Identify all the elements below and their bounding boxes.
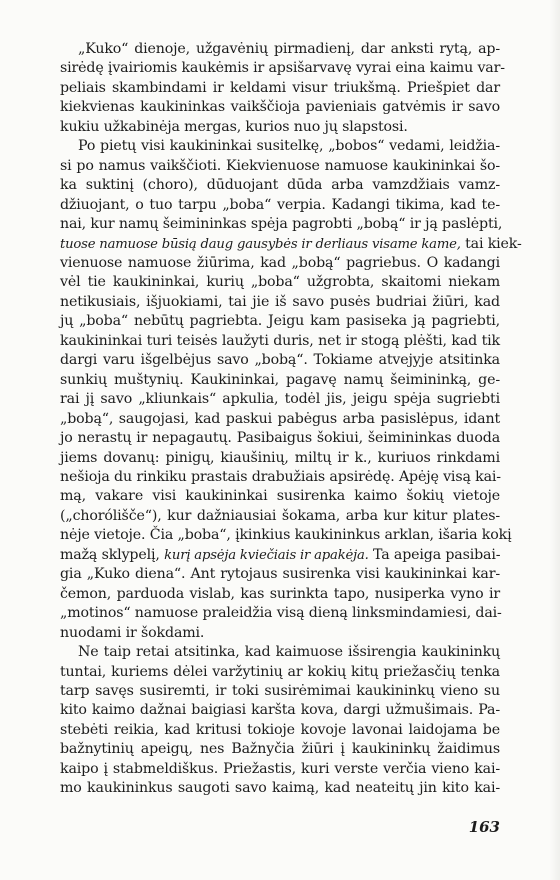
page-number: 163 bbox=[468, 818, 500, 836]
page-edge-shadow bbox=[550, 0, 560, 880]
text-segment: Ta apeiga pasibai- bbox=[368, 546, 501, 563]
text-line: nėje vietoje. Čia „boba“, įkinkius kaukininkus arklan, išaria kokį bbox=[60, 527, 512, 544]
italic-phrase: kurį apsėja kviečiais ir apakėja. bbox=[164, 547, 369, 563]
text-line: džiuojant, o tuo tarpu „boba“ verpia. Kadangi tikima, kad te- bbox=[60, 196, 500, 213]
text-line: bažnytinių apeigų, nes Bažnyčia žiūri į kaukininkų žaidimus bbox=[60, 741, 500, 758]
text-line: („chorólišče“), kur dažniausiai šokama, arba kur kitur plates- bbox=[60, 507, 500, 524]
text-line: Ne taip retai atsitinka, kad kaimuose išsirengia kaukininkų bbox=[78, 644, 500, 661]
text-segment: mažą sklypelį, bbox=[60, 546, 165, 563]
text-line: nai, kur namų šeimininkas spėja pagrobti „bobą“ ir ją paslėpti, bbox=[60, 216, 503, 233]
text-line: „bobą“, saugojasi, kad paskui pabėgus arba pasislėpus, idant bbox=[60, 410, 500, 427]
text-line: kaukininkai turi teisės laužyti duris, net ir stogą plėšti, kad tik bbox=[60, 332, 500, 349]
text-line: „motinos“ namuose praleidžia visą dieną linksmindamiesi, dai- bbox=[60, 605, 502, 622]
text-line: kaipo į stabmeldiškus. Priežastis, kuri verste verčia vieno kai- bbox=[60, 760, 500, 777]
text-line: jų „boba“ nebūtų pagriebta. Jeigu kam pasiseka ją pagriebti, bbox=[60, 313, 500, 330]
text-line: tarp savęs susiremti, ir toki susirėmimai kaukininkų vieno su bbox=[60, 682, 500, 699]
text-line: „Kuko“ dienoje, užgavėnių pirmadienį, dar anksti rytą, ap- bbox=[78, 41, 500, 57]
text-line: vienuose namuose žiūrima, kad „bobą“ pagriebus. O kadangi bbox=[60, 254, 500, 271]
text-line: tuntai, kuriems dėlei varžytinių ar kokių kitų priežasčių tenka bbox=[60, 663, 500, 680]
text-line: dargi varu išgelbėjus savo „bobą“. Tokiame atvejyje atsitinka bbox=[60, 352, 500, 369]
italic-phrase: tuose namuose būsią daug gausybės ir derliaus visame kame, bbox=[60, 236, 461, 252]
body-text bbox=[60, 40, 522, 799]
text-line: jo nerastų ir nepagautų. Pasibaigus šokiui, šeimininkas duoda bbox=[60, 430, 500, 447]
text-line: rai jį savo „kliunkais“ apkulia, todėl jis, jeigu spėja sugriebti bbox=[60, 391, 500, 408]
text-line: mo kaukininkus saugoti savo kaimą, kad neateitų jin kito kai- bbox=[60, 780, 500, 797]
text-line: si po namus vaikščioti. Kiekvienuose namuose kaukininkai šo- bbox=[60, 157, 500, 174]
text-line: vėl tie kaukininkai, kurių „boba“ užgrobta, skaitomi niekam bbox=[60, 274, 500, 291]
text-line: sunkių muštynių. Kaukininkai, pagavę namų šeimininką, ge- bbox=[60, 371, 500, 388]
text-line: gia „Kuko diena“. Ant rytojaus susirenka visi kaukininkai kar- bbox=[60, 566, 500, 583]
text-line: jiems dovanų: pinigų, kiaušinių, miltų ir k., kuriuos rinkdami bbox=[60, 449, 500, 466]
text-line: mą, vakare visi kaukininkai susirenka kaimo šokių vietoje bbox=[60, 488, 500, 505]
text-line: sirėdę įvairiomis kaukėmis ir apsišarvavę vyrai eina kaimu var- bbox=[60, 60, 505, 77]
text-line: ka suktinį (choro), dūduojant dūda arba vamzdžiais vamz- bbox=[60, 177, 500, 194]
text-line: kiekvienas kaukininkas vaikščioja pavieniais gatvėmis ir savo bbox=[60, 99, 500, 116]
text-line: netikusiais, išjuokiami, tai jie iš savo pusės budriai žiūri, kad bbox=[60, 293, 500, 310]
text-line: kukiu užkabinėja mergas, kurios nuo jų slapstosi. bbox=[60, 118, 408, 135]
text-line: nuodami ir šokdami. bbox=[60, 624, 205, 641]
text-line bbox=[60, 546, 500, 565]
text-line: čemon, parduoda vislab, kas surinkta tapo, nusiperka vyno ir bbox=[60, 585, 500, 602]
text-line: nešioja du rinkiku prastais drabužiais apsirėdę. Apėję visą kai- bbox=[60, 468, 501, 485]
text-line bbox=[60, 235, 522, 254]
text-line: peliais skambindami ir keldami visur triukšmą. Priešpiet dar bbox=[60, 79, 500, 96]
text-line: stebėti reikia, kad kritusi tokioje kovoje lavonai laidojama be bbox=[60, 721, 500, 738]
text-line: Po pietų visi kaukininkai susitelkę, „bobos“ vedami, leidžia- bbox=[78, 138, 500, 155]
text-line: kito kaimo dažnai baigiasi karšta kova, dargi užmušimais. Pa- bbox=[60, 702, 500, 719]
text-segment: tai kiek- bbox=[460, 235, 522, 252]
